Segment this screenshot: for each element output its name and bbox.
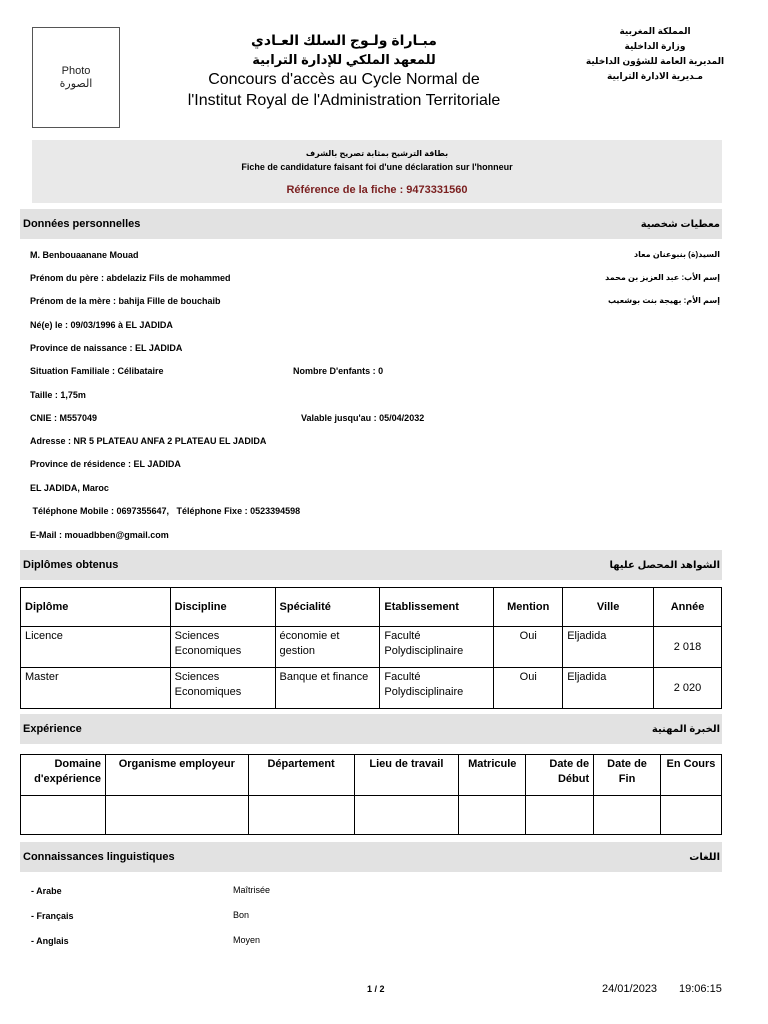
section-title-ar: معطيات شخصية bbox=[640, 218, 720, 230]
government-header bbox=[560, 24, 750, 84]
fiche-reference: Référence de la fiche : 9473331560 bbox=[286, 184, 468, 196]
table-cell: Eljadida bbox=[563, 668, 654, 709]
column-header: Année bbox=[654, 588, 722, 627]
cnie-validity: Valable jusqu'au : 05/04/2032 bbox=[301, 413, 425, 423]
table-cell: Oui bbox=[494, 668, 563, 709]
fiche-banner bbox=[32, 140, 722, 203]
section-personal-data bbox=[20, 209, 722, 239]
column-header: Date de Fin bbox=[594, 755, 661, 796]
section-title-fr: Connaissances linguistiques bbox=[23, 851, 175, 863]
language-label: - Anglais bbox=[31, 936, 69, 946]
gov-line-2: وزارة الداخلية bbox=[624, 41, 686, 51]
column-header: Mention bbox=[494, 588, 563, 627]
section-title-ar: الخبرة المهنية bbox=[651, 723, 720, 735]
address: Adresse : NR 5 PLATEAU ANFA 2 PLATEAU EL JADIDA bbox=[30, 436, 267, 446]
table-cell bbox=[105, 796, 248, 835]
title-ar-line-1: مبـاراة ولـوج السلك العـادي bbox=[251, 32, 437, 48]
cnie: CNIE : M557049 bbox=[30, 413, 98, 423]
diplomas-table bbox=[20, 587, 722, 709]
column-header: Domaine d'expérience bbox=[21, 755, 106, 796]
page-title bbox=[170, 30, 518, 111]
column-header: Département bbox=[248, 755, 354, 796]
column-header: Spécialité bbox=[275, 588, 380, 627]
language-label: - Arabe bbox=[31, 886, 62, 896]
section-experience bbox=[20, 714, 722, 744]
language-level: Bon bbox=[233, 910, 250, 920]
section-title-ar: اللغات bbox=[689, 851, 720, 863]
email: E-Mail : mouadbben@gmail.com bbox=[30, 530, 169, 540]
gov-line-1: المملكة المغربية bbox=[619, 26, 691, 36]
city-country: EL JADIDA, Maroc bbox=[30, 483, 109, 493]
table-row bbox=[21, 796, 722, 835]
table-cell: Faculté Polydisciplinaire bbox=[380, 668, 494, 709]
print-date: 24/01/2023 bbox=[602, 983, 658, 995]
table-row bbox=[21, 627, 722, 668]
section-languages bbox=[20, 842, 722, 872]
table-cell: 2 020 bbox=[654, 668, 722, 709]
language-level: Maîtrisée bbox=[233, 885, 271, 895]
column-header: Organisme employeur bbox=[105, 755, 248, 796]
residence-province: Province de résidence : EL JADIDA bbox=[30, 459, 181, 469]
table-cell bbox=[660, 796, 721, 835]
father-name-ar: إسم الأب: عبد العزيز بن محمد bbox=[605, 273, 720, 282]
candidate-name: M. Benbouaanane Mouad bbox=[30, 250, 139, 260]
fiche-title-ar: بطاقة الترشيح بمثابة تصريح بالشرف bbox=[305, 149, 449, 158]
section-title-ar: الشواهد المحصل عليها bbox=[609, 559, 720, 571]
table-cell: Sciences Economiques bbox=[170, 668, 275, 709]
print-time: 19:06:15 bbox=[679, 983, 722, 995]
family-status: Situation Familiale : Célibataire bbox=[30, 366, 164, 376]
table-cell bbox=[248, 796, 354, 835]
table-cell: Sciences Economiques bbox=[170, 627, 275, 668]
column-header: Matricule bbox=[459, 755, 526, 796]
title-fr-line-2: l'Institut Royal de l'Administration Territoriale bbox=[187, 92, 501, 109]
height: Taille : 1,75m bbox=[30, 390, 86, 400]
fiche-title-fr: Fiche de candidature faisant foi d'une déclaration sur l'honneur bbox=[241, 162, 513, 172]
children-count: Nombre D'enfants : 0 bbox=[293, 366, 384, 376]
table-header-row bbox=[21, 588, 722, 627]
photo-label-ar: الصورة bbox=[59, 77, 93, 90]
table-cell: Faculté Polydisciplinaire bbox=[380, 627, 494, 668]
section-title-fr: Expérience bbox=[23, 723, 82, 735]
column-header: Discipline bbox=[170, 588, 275, 627]
photo-placeholder bbox=[32, 27, 120, 128]
table-cell: Eljadida bbox=[563, 627, 654, 668]
table-cell: Banque et finance bbox=[275, 668, 380, 709]
column-header: Etablissement bbox=[380, 588, 494, 627]
column-header: Diplôme bbox=[21, 588, 171, 627]
birth-province: Province de naissance : EL JADIDA bbox=[30, 343, 183, 353]
section-title-fr: Diplômes obtenus bbox=[23, 559, 119, 571]
language-label: - Français bbox=[31, 911, 74, 921]
table-cell bbox=[21, 796, 106, 835]
table-cell: Licence bbox=[21, 627, 171, 668]
column-header: Lieu de travail bbox=[354, 755, 459, 796]
table-header-row bbox=[21, 755, 722, 796]
table-cell: Master bbox=[21, 668, 171, 709]
title-fr-line-1: Concours d'accès au Cycle Normal de bbox=[208, 71, 480, 88]
experience-table bbox=[20, 754, 722, 835]
column-header: Date de Début bbox=[526, 755, 594, 796]
table-cell bbox=[594, 796, 661, 835]
mother-name: Prénom de la mère : bahija Fille de bouchaib bbox=[30, 296, 221, 306]
gov-line-3: المديرية العامة للشؤون الداخلية bbox=[585, 56, 725, 66]
table-cell: économie et gestion bbox=[275, 627, 380, 668]
language-level: Moyen bbox=[233, 935, 261, 945]
table-cell bbox=[459, 796, 526, 835]
photo-label-fr: Photo bbox=[61, 64, 91, 77]
section-diplomas bbox=[20, 550, 722, 580]
father-name: Prénom du père : abdelaziz Fils de mohammed bbox=[30, 273, 231, 283]
column-header: En Cours bbox=[660, 755, 721, 796]
table-cell: Oui bbox=[494, 627, 563, 668]
section-title-fr: Données personnelles bbox=[23, 218, 141, 230]
column-header: Ville bbox=[563, 588, 654, 627]
table-cell bbox=[354, 796, 459, 835]
birth-info: Né(e) le : 09/03/1996 à EL JADIDA bbox=[30, 320, 173, 330]
title-ar-line-2: للمعهد الملكي للإدارة الترابية bbox=[252, 52, 436, 67]
table-row bbox=[21, 668, 722, 709]
table-cell: 2 018 bbox=[654, 627, 722, 668]
mother-name-ar: إسم الأم: بهيجة بنت بوشعيب bbox=[607, 296, 720, 305]
phones: Téléphone Mobile : 0697355647, Téléphone Fixe : 0523394598 bbox=[30, 506, 301, 516]
gov-line-4: مـديرية الادارة الترابية bbox=[607, 71, 703, 81]
table-cell bbox=[526, 796, 594, 835]
page-number: 1 / 2 bbox=[367, 984, 385, 994]
candidate-name-ar: السيد(ة) بنبوعنان معاد bbox=[634, 250, 720, 259]
